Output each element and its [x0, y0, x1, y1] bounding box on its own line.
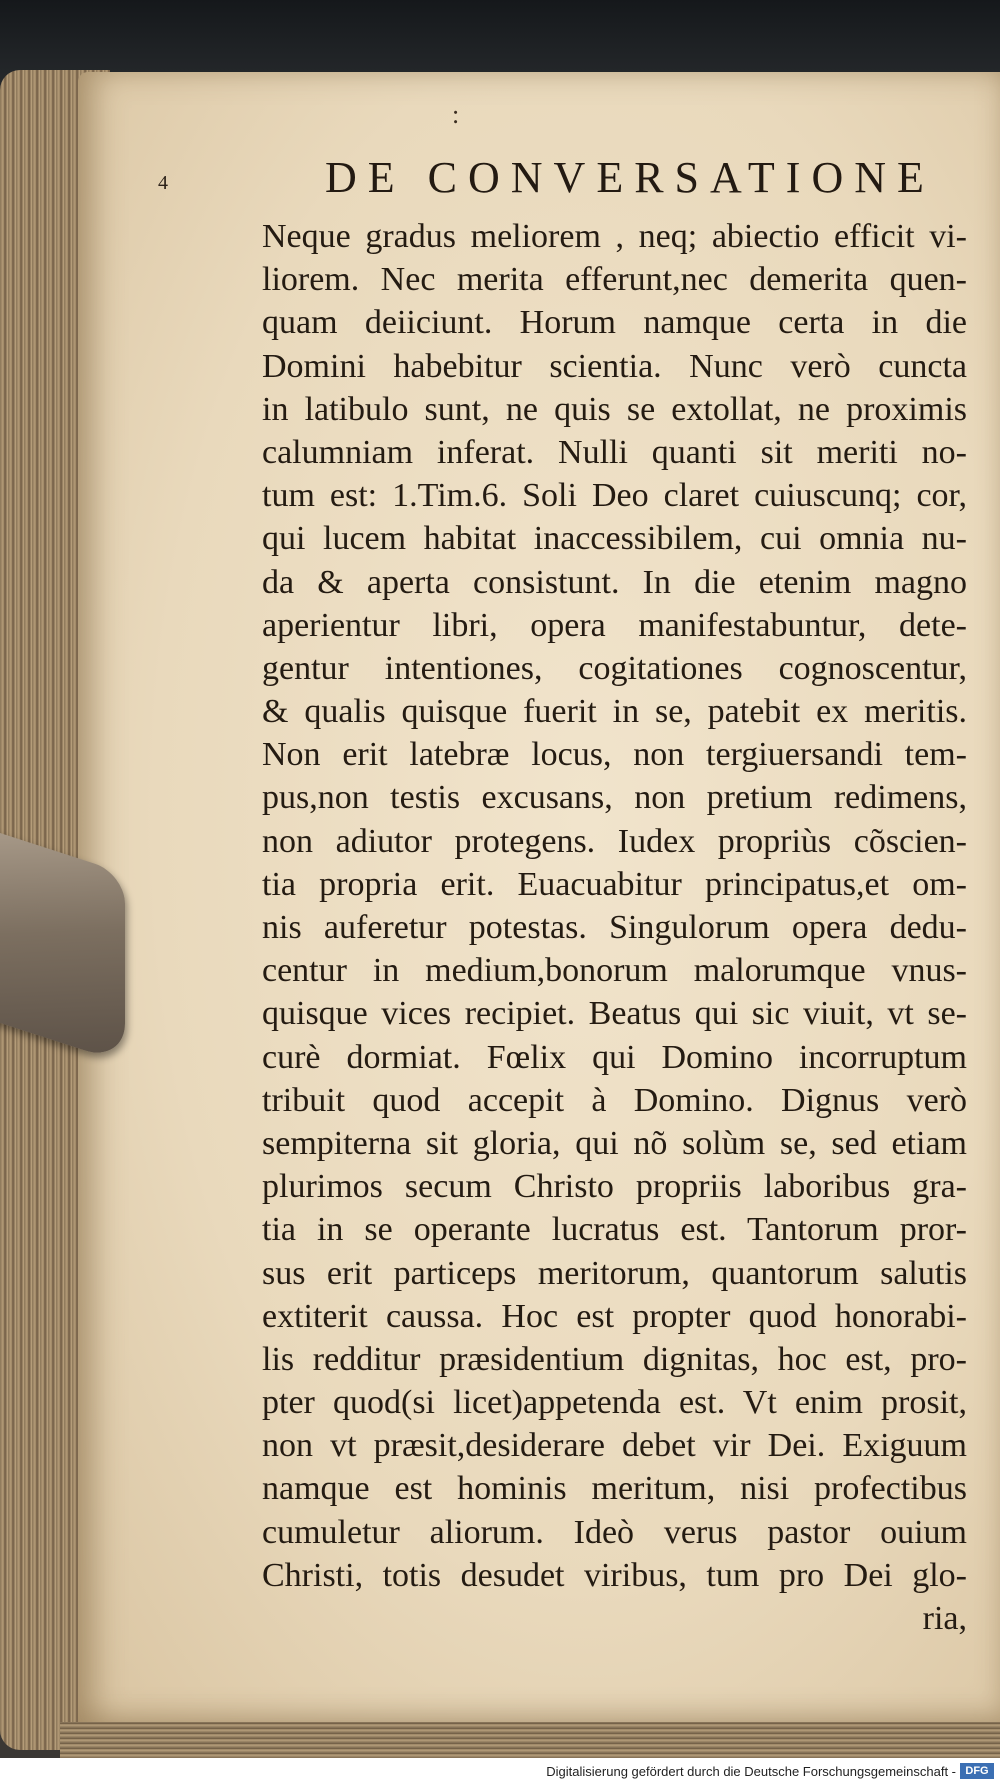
text-line: centur in medium,bonorum malorumque vnus- — [262, 952, 967, 990]
text-line: gentur intentiones, cogitationes cognoscentur, — [262, 649, 967, 687]
text-line: quisque vices recipiet. Beatus qui sic viuit, vt se- — [262, 995, 967, 1033]
funding-credit: Digitalisierung gefördert durch die Deutsche Forschungsgemeinschaft - — [546, 1764, 956, 1779]
text-line: plurimos secum Christo propriis laboribus gra- — [262, 1168, 967, 1206]
text-line: cumuletur aliorum. Ideò verus pastor ouium — [262, 1513, 967, 1551]
running-header: DE CONVERSATIONE — [325, 153, 935, 202]
text-line: in latibulo sunt, ne quis se extollat, ne proximis — [262, 390, 967, 428]
text-line: Neque gradus meliorem , neq; abiectio efficit vi- — [262, 218, 967, 255]
page-bottom-edge — [60, 1722, 1000, 1758]
text-line: extiterit caussa. Hoc est propter quod honorabi- — [262, 1297, 967, 1335]
page-number: 4 — [158, 172, 168, 194]
text-line: sempiterna sit gloria, qui nõ solùm se, sed etiam — [262, 1124, 967, 1162]
text-line: namque est hominis meritum, nisi profectibus — [262, 1470, 967, 1508]
text-line: & qualis quisque fuerit in se, patebit ex meritis. — [262, 693, 967, 731]
text-line: qui lucem habitat inaccessibilem, cui omnia nu- — [262, 520, 967, 558]
text-line: sus erit particeps meritorum, quantorum salutis — [262, 1254, 967, 1292]
text-line: Non erit latebræ locus, non tergiuersandi tem- — [262, 736, 967, 774]
text-line: tribuit quod accepit à Domino. Dignus verò — [262, 1081, 967, 1119]
dfg-logo: DFG — [960, 1763, 994, 1779]
catchmark: : — [452, 100, 460, 129]
text-line: curè dormiat. Fœlix qui Domino incorruptum — [262, 1038, 967, 1076]
body-text — [262, 215, 967, 1640]
text-line: pter quod(si licet)appetenda est. Vt enim prosit, — [262, 1384, 967, 1422]
text-line: non vt præsit,desiderare debet vir Dei. Exiguum — [262, 1427, 967, 1465]
text-line: pus,non testis excusans, non pretium redimens, — [262, 779, 967, 817]
text-line: calumniam inferat. Nulli quanti sit meriti no- — [262, 433, 967, 471]
text-line: non adiutor protegens. Iudex propriùs cõscien- — [262, 822, 967, 860]
text-line: nis auferetur potestas. Singulorum opera dedu- — [262, 909, 967, 946]
text-line: aperientur libri, opera manifestabuntur, dete- — [262, 606, 967, 644]
text-line: tia propria erit. Euacuabitur principatus,et om- — [262, 865, 967, 903]
text-line: Domini habebitur scientia. Nunc verò cuncta — [262, 347, 967, 385]
text-line: liorem. Nec merita efferunt,nec demerita quen- — [262, 261, 967, 299]
text-line: ria, — [922, 1600, 967, 1637]
text-line: tum est: 1.Tim.6. Soli Deo claret cuiuscunq; cor, — [262, 477, 967, 515]
text-line: da & aperta consistunt. In die etenim magno — [262, 563, 967, 601]
text-line: quam deiiciunt. Horum namque certa in die — [262, 304, 967, 342]
text-line: Christi, totis desudet viribus, tum pro Dei glo- — [262, 1556, 967, 1594]
text-line: tia in se operante lucratus est. Tantorum pror- — [262, 1211, 967, 1249]
text-line: lis redditur præsidentium dignitas, hoc est, pro- — [262, 1340, 967, 1378]
